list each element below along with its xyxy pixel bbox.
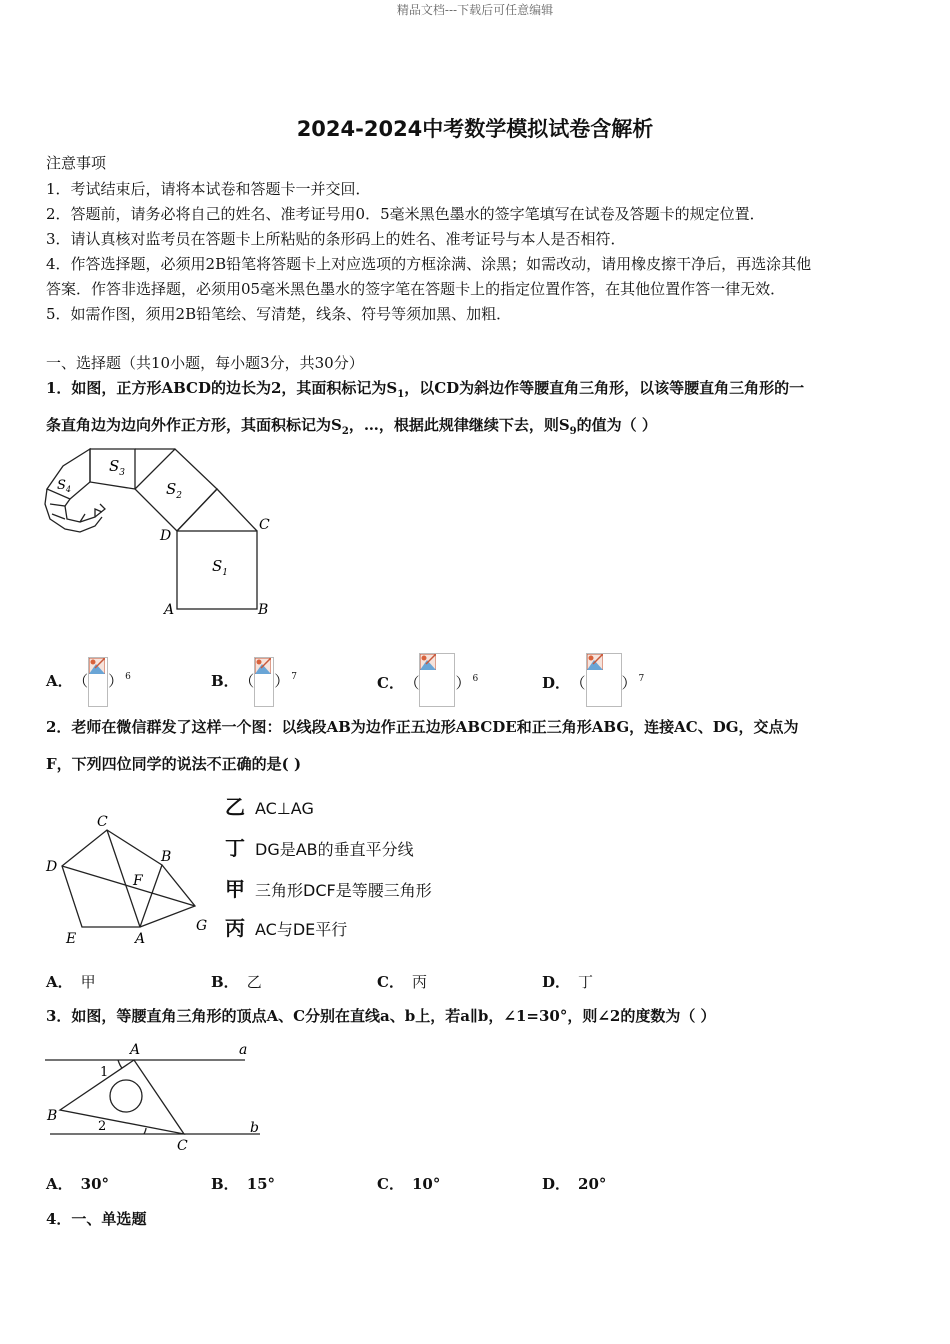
page-header: 精品文档---下载后可任意编辑 (396, 3, 554, 17)
broken-image-icon (254, 657, 274, 707)
q2-line2: F，下列四位同学的说法不正确的是( ) (46, 755, 302, 773)
statement-ding: 丁 DG是AB的垂直平分线 (225, 836, 414, 860)
label-s2: $S_2$ (166, 480, 183, 501)
label-e: E (66, 931, 77, 947)
q4-line1: 4．一、单选题 (46, 1210, 147, 1228)
q1-option-a[interactable]: A． （ ） $^6$ (46, 657, 131, 707)
statement-yi: 乙 AC⊥AG (225, 795, 314, 819)
q1-option-c[interactable]: C． （ ） $^6$ (377, 657, 478, 711)
label-f: F (133, 873, 143, 889)
label-b: B (258, 602, 269, 618)
q1-line2: 条直角边为边向外作正方形，其面积标记为$S_2$，…，根据此规律继续下去，则$S_9$的值为（ ） (46, 416, 657, 437)
q1-figure (40, 444, 280, 620)
label-d: D (160, 528, 172, 544)
q3-option-d[interactable]: D． 20° (542, 1175, 607, 1193)
label-c-point: C (177, 1138, 188, 1154)
label-b: B (161, 849, 172, 865)
broken-image-icon (586, 657, 622, 711)
label-angle-2: 2 (98, 1119, 107, 1134)
q2-option-a[interactable]: A． 甲 (46, 973, 96, 991)
notice-item: 5．如需作图，须用2B铅笔绘、写清楚，线条、符号等须加黑、加粗． (46, 305, 512, 323)
q3-option-b[interactable]: B． 15° (211, 1175, 276, 1193)
label-g: G (196, 918, 208, 934)
q3-figure (40, 1040, 270, 1155)
q1-line1: 1．如图，正方形ABCD的边长为2，其面积标记为$S_1$，以CD为斜边作等腰直角三角形，以该等腰直角三角形的一 (46, 379, 805, 400)
label-s3: $S_3$ (109, 457, 126, 478)
notice-item: 1．考试结束后，请将本试卷和答题卡一并交回． (46, 180, 371, 198)
label-angle-1: 1 (100, 1065, 109, 1080)
q2-figure (40, 810, 220, 950)
label-b-point: B (47, 1108, 58, 1124)
q1-option-b[interactable]: B． （ ） $^7$ (211, 657, 297, 707)
label-c: C (97, 814, 108, 830)
broken-image-icon (419, 657, 455, 711)
label-line-a: a (239, 1042, 248, 1058)
label-a: A (135, 931, 146, 947)
label-s4: $S_4$ (57, 478, 71, 494)
broken-image-icon (88, 657, 108, 707)
q2-line1: 2．老师在微信群发了这样一个图：以线段AB为边作正五边形ABCDE和正三角形ABG，连接AC、DG，交点为 (46, 718, 799, 736)
page-title: 2024-2024中考数学模拟试卷含解析 (296, 117, 654, 141)
label-a-point: A (130, 1042, 141, 1058)
q3-option-c[interactable]: C． 10° (377, 1175, 441, 1193)
notice-item: 2．答题前，请务必将自己的姓名、准考证号用0．5毫米黑色墨水的签字笔填写在试卷及答题卡的规定位置． (46, 205, 765, 223)
notice-heading: 注意事项 (46, 154, 107, 172)
q3-line1: 3．如图，等腰直角三角形的顶点A、C分别在直线a、b上，若a∥b，∠1=30°，则∠2的度数为（ ） (46, 1007, 716, 1025)
statement-bing: 丙 AC与DE平行 (225, 916, 348, 940)
label-c: C (259, 517, 270, 533)
q2-option-d[interactable]: D． 丁 (542, 973, 594, 991)
label-a: A (164, 602, 175, 618)
label-s1: $S_1$ (212, 557, 229, 578)
q2-option-c[interactable]: C． 丙 (377, 973, 427, 991)
notice-item: 4．作答选择题，必须用2B铅笔将答题卡上对应选项的方框涂满、涂黑；如需改动，请用橡皮擦干净后，再选涂其他 (46, 255, 812, 273)
statement-jia: 甲 三角形DCF是等腰三角形 (225, 877, 432, 901)
notice-item: 3．请认真核对监考员在答题卡上所粘贴的条形码上的姓名、准考证号与本人是否相符． (46, 230, 626, 248)
label-d: D (46, 859, 58, 875)
section-heading: 一、选择题（共10小题，每小题3分，共30分） (46, 354, 364, 372)
q2-option-b[interactable]: B． 乙 (211, 973, 262, 991)
notice-item: 答案．作答非选择题，必须用05毫米黑色墨水的签字笔在答题卡上的指定位置作答，在其他位置作答一律无效． (46, 280, 786, 298)
label-line-b: b (250, 1120, 259, 1136)
q1-option-d[interactable]: D． （ ） $^7$ (542, 657, 644, 711)
q3-option-a[interactable]: A． 30° (46, 1175, 110, 1193)
